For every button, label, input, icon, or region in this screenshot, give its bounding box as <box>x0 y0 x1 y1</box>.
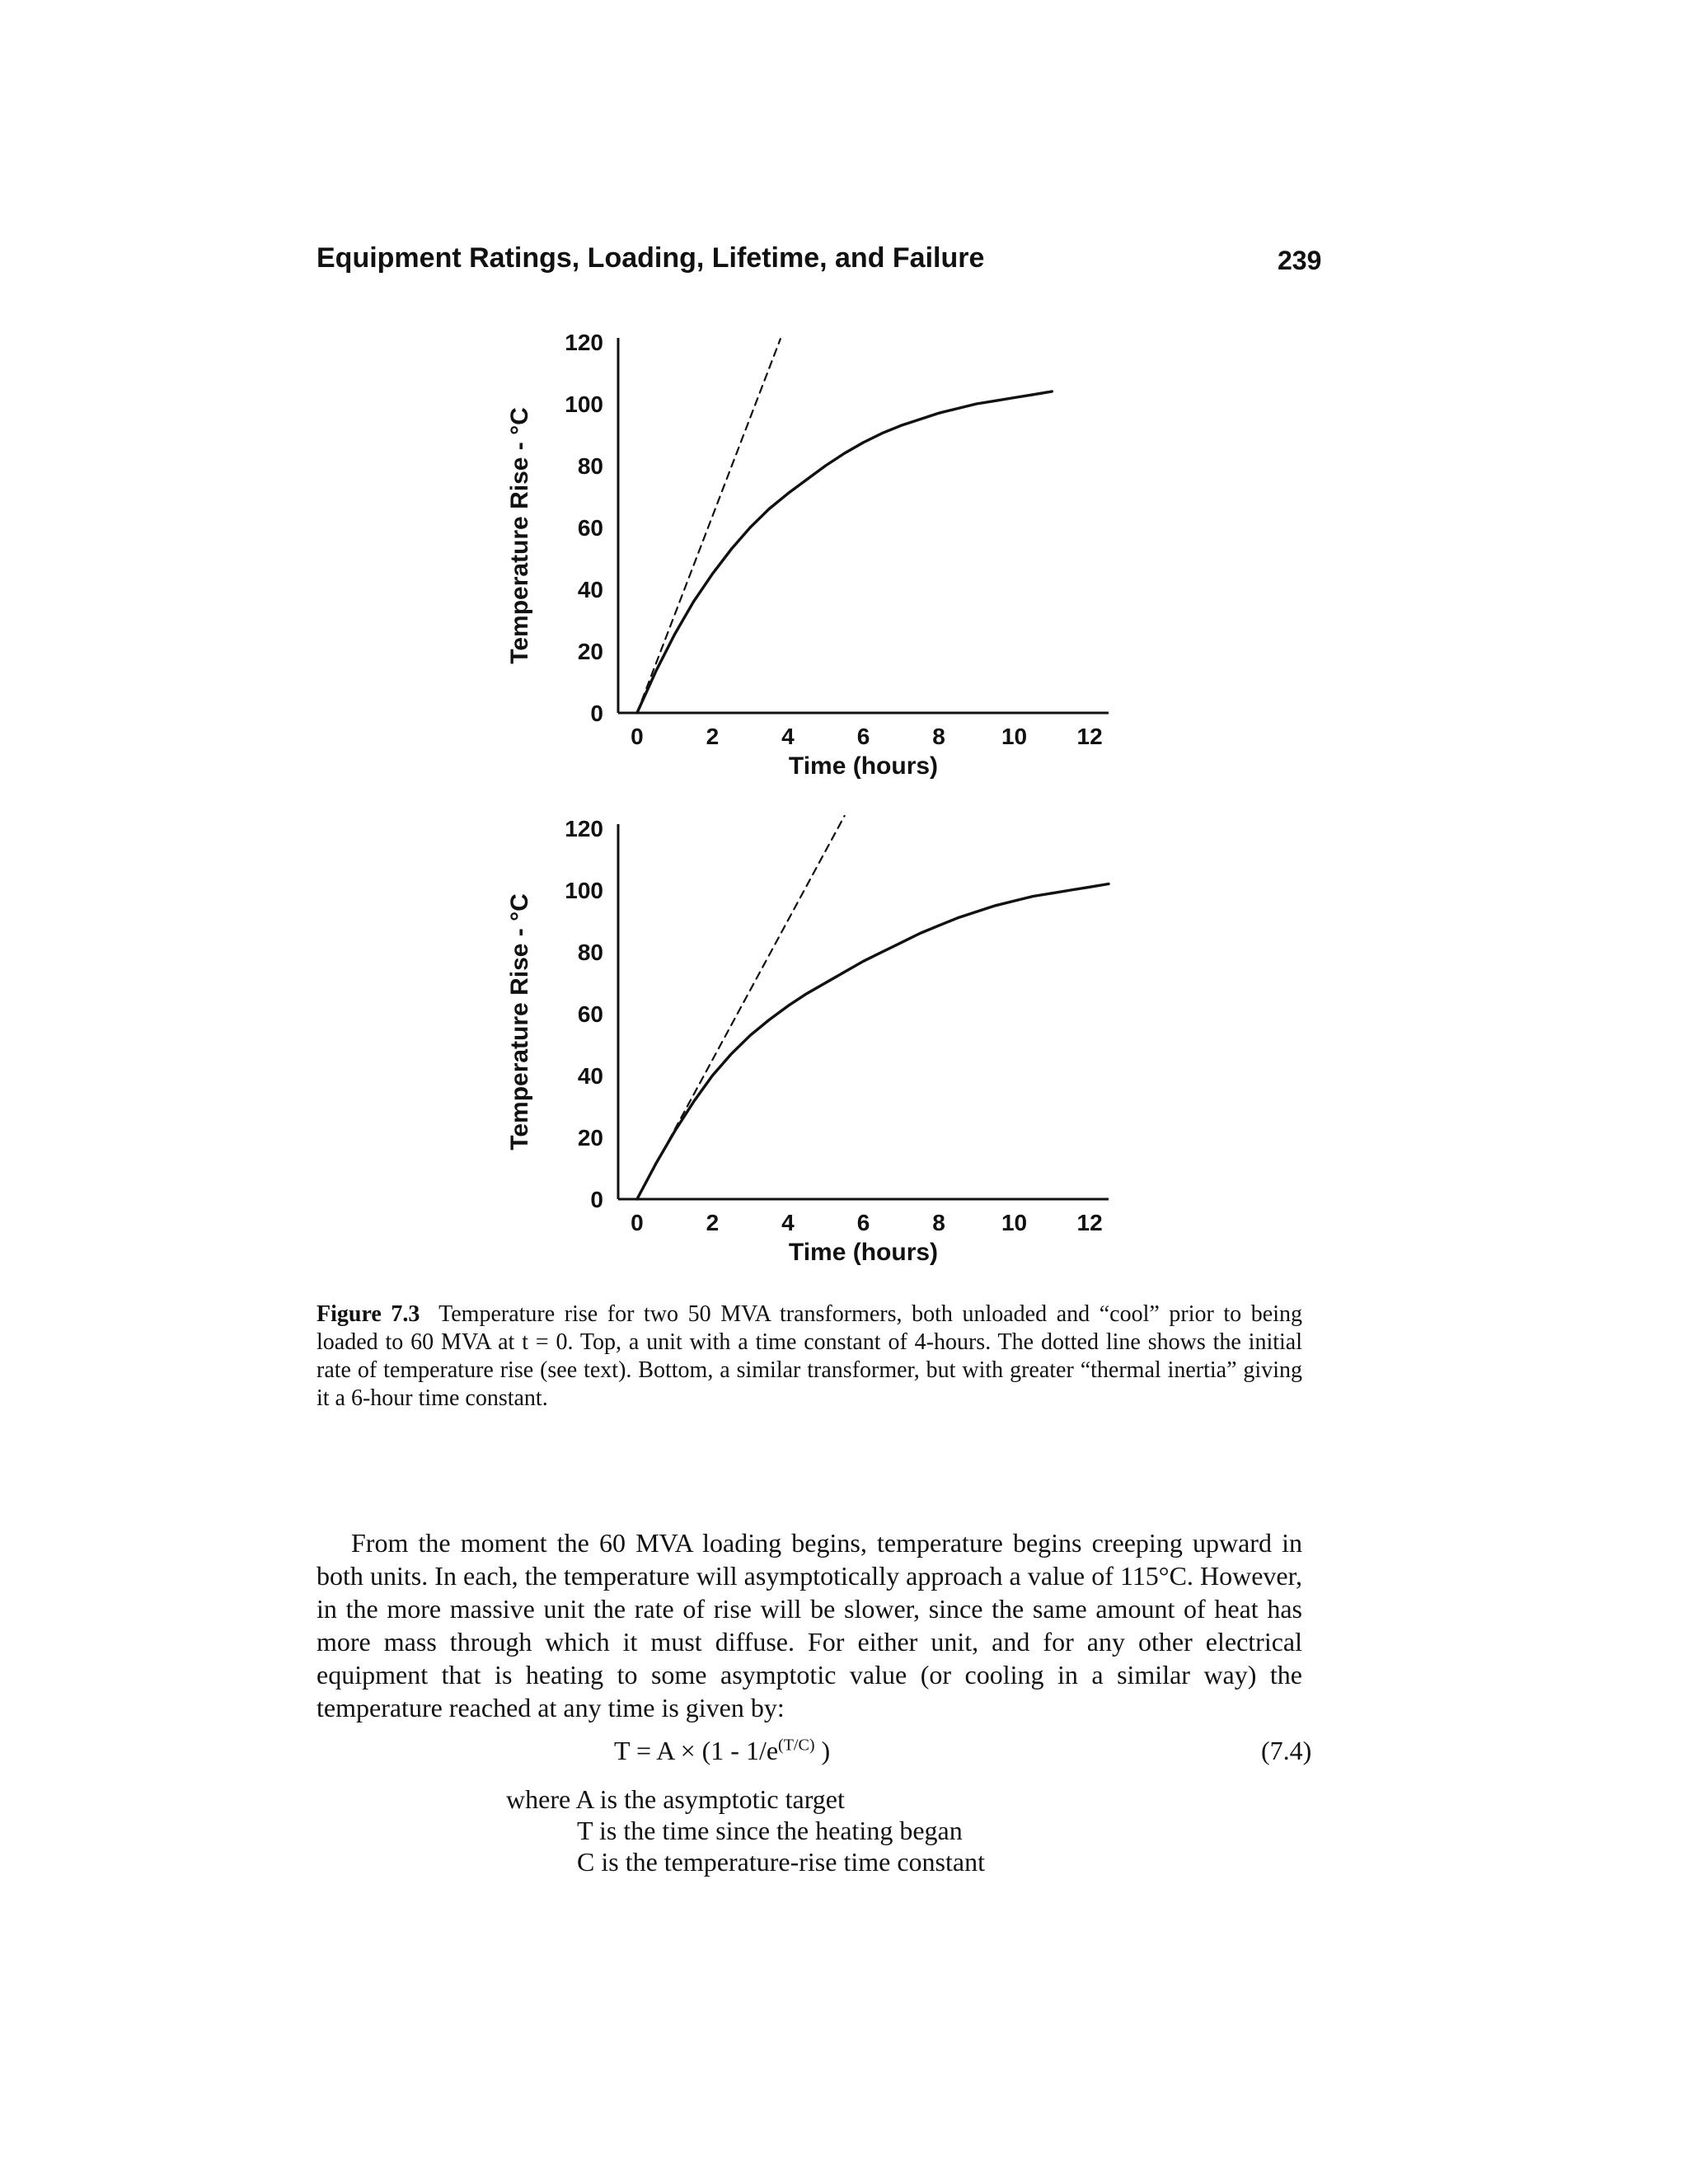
chart-top-y-tick-label-6: 120 <box>565 330 603 355</box>
chart-top-x-tick-label-4: 8 <box>932 724 945 749</box>
chart-bottom-x-axis-label: Time (hours) <box>788 1239 939 1266</box>
chart-bottom-x-tick-label-6: 12 <box>1076 1210 1103 1235</box>
chart-bottom-x-tick-label-0: 0 <box>631 1210 644 1235</box>
chart-bottom-y-tick-label-3: 60 <box>577 1001 603 1027</box>
chart-bottom-y-tick-label-6: 120 <box>565 816 603 841</box>
definition-a: where A is the asymptotic target <box>506 1784 845 1814</box>
equation-superscript: (T/C) <box>778 1736 815 1755</box>
equation-lhs: T = A × (1 - 1/e <box>614 1736 779 1765</box>
chart-top-y-tick-label-5: 100 <box>565 391 603 417</box>
chart-top-y-tick-label-1: 20 <box>577 639 603 664</box>
chart-bottom-x-tick-label-5: 10 <box>1001 1210 1028 1235</box>
chart-top-y-axis-label: Temperature Rise - °C <box>506 407 533 664</box>
figure-caption-text: Temperature rise for two 50 MVA transformers, both unloaded and “cool” prior to being loaded to 60 MVA at t = 0. Top, a unit with a time constant of 4-hours. The dotted line shows the initial rate of temperature rise (see text). Bottom, a similar transformer, but with greater “thermal inertia” giving it a 6-hour time constant. <box>316 1301 1302 1411</box>
chart-bottom-y-tick-label-1: 20 <box>577 1125 603 1151</box>
running-header-title: Equipment Ratings, Loading, Lifetime, and Failure <box>316 242 985 274</box>
chart-top-time-constant-4h <box>486 330 1146 808</box>
equation-7-4 <box>614 1736 830 1766</box>
chart-bottom-x-tick-label-2: 4 <box>781 1210 795 1235</box>
chart-top-x-tick-label-1: 2 <box>706 724 720 749</box>
chart-top-x-tick-label-3: 6 <box>856 724 870 749</box>
chart-bottom-y-axis-label: Temperature Rise - °C <box>506 893 533 1151</box>
chart-top-y-tick-label-4: 80 <box>577 453 603 479</box>
chart-bottom-y-tick-label-4: 80 <box>577 940 603 965</box>
chart-top-x-tick-label-2: 4 <box>781 724 795 749</box>
chart-top-x-axis-label: Time (hours) <box>788 752 939 780</box>
chart-top-initial-rate-dashed-line <box>637 339 781 713</box>
chart-bottom-x-tick-label-4: 8 <box>932 1210 945 1235</box>
chart-bottom-x-tick-label-1: 2 <box>706 1210 720 1235</box>
chart-top-x-tick-label-5: 10 <box>1001 724 1028 749</box>
chart-bottom-time-constant-6h <box>486 816 1146 1294</box>
chart-bottom-initial-rate-dashed-line <box>637 816 845 1199</box>
chart-bottom-x-tick-label-3: 6 <box>856 1210 870 1235</box>
chart-bottom-y-tick-label-0: 0 <box>590 1187 603 1212</box>
chart-bottom-y-tick-label-2: 40 <box>577 1063 603 1089</box>
definition-c: C is the temperature-rise time constant <box>577 1847 985 1877</box>
chart-top-y-tick-label-0: 0 <box>590 701 603 726</box>
variable-definitions <box>506 1783 985 1877</box>
equation-rhs: ) <box>814 1736 831 1765</box>
page-number: 239 <box>1278 246 1322 275</box>
chart-top-x-tick-label-6: 12 <box>1076 724 1103 749</box>
chart-bottom-temperature-curve <box>637 884 1109 1200</box>
definition-t: T is the time since the heating began <box>577 1816 963 1845</box>
equation-number: (7.4) <box>1261 1736 1312 1765</box>
figure-caption-label: Figure 7.3 <box>316 1301 420 1327</box>
chart-top-x-tick-label-0: 0 <box>631 724 644 749</box>
chart-bottom-y-tick-label-5: 100 <box>565 878 603 903</box>
chart-top-y-tick-label-3: 60 <box>577 515 603 541</box>
chart-top-y-tick-label-2: 40 <box>577 577 603 602</box>
figure-caption <box>316 1301 1302 1413</box>
body-paragraph: From the moment the 60 MVA loading begins, temperature begins creeping upward in both units. In each, the temperature will asymptotically approach a value of 115°C. However, in the more massive unit the rate of rise will be slower, since the same amount of heat has more mass through which it must diffuse. For either unit, and for any other electrical equipment that is heating to some asymptotic value (or cooling in a similar way) the temperature reached at any time is given by: <box>316 1528 1302 1722</box>
